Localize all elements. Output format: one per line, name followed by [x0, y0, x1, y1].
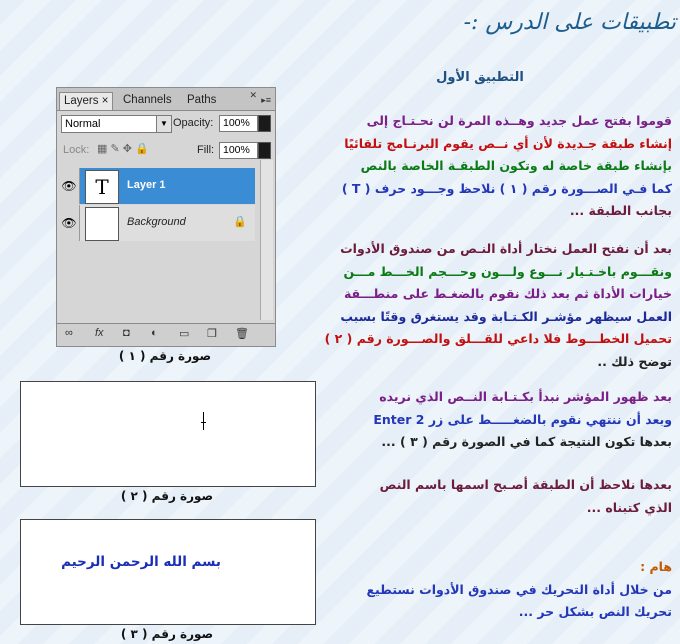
figure2-canvas	[20, 381, 316, 487]
paragraph-1	[292, 110, 672, 223]
text-line: العمل سيظهر مؤشـر الكـتـابة وقد يستغرق وقتًا بسبب	[340, 308, 672, 324]
figure3-text: بسم الله الرحمن الرحيم	[61, 554, 221, 570]
text-line: إنشاء طبقة جـديدة لأن أي نــص يقوم البرنـامج تلقائيًا	[344, 135, 672, 151]
background-thumbnail	[85, 207, 119, 241]
fill-input[interactable]: 100%	[219, 142, 258, 159]
tab-channels[interactable]: Channels	[123, 94, 172, 106]
text-line: بعدها نلاحظ أن الطبقة أصـبح اسمها باسم النص	[379, 477, 672, 492]
opacity-input[interactable]: 100%	[219, 115, 258, 132]
figure1-caption: صورة رقم ( ١ )	[118, 349, 212, 363]
text-line: بإنشاء طبقة خاصة له وتكون الطبقـة الخاصة بالنص	[360, 158, 672, 174]
lock-label: Lock:	[63, 144, 90, 156]
cursor-tick	[201, 422, 206, 423]
text-line: توضح ذلك ..	[597, 353, 672, 369]
paragraph-2	[292, 238, 672, 374]
text-line: بجانب الطبقة ...	[569, 203, 672, 219]
folder-icon[interactable]: ▭	[179, 328, 190, 340]
panel-menu-icon[interactable]: ▸≡	[261, 95, 271, 105]
fill-slider-button[interactable]	[258, 142, 271, 159]
text-line: تحريك النص بشكل حر ...	[518, 604, 672, 620]
fill-label: Fill:	[197, 144, 215, 156]
text-line: الذي كتبناه ...	[586, 499, 672, 515]
text-line: بعد ظهور المؤشر نبدأ بكـتـابة النــص الذي نريده	[379, 389, 672, 404]
text-layer-thumbnail	[85, 170, 119, 204]
text-line: كما فـي الصـــورة رقم ( ١ ) نلاحظ وجـــود حرف ( T )	[341, 180, 672, 196]
section-subtitle: التطبيق الأول	[436, 70, 524, 85]
opacity-slider-button[interactable]	[258, 115, 271, 132]
trash-icon[interactable]: 🗑	[235, 328, 249, 340]
paragraph-3	[330, 386, 672, 454]
text-line: خيارات الأداة ثم بعد ذلك نقوم بالضغـط على منطـــقة	[343, 286, 672, 302]
layers-panel	[56, 87, 276, 347]
page-title: تطبيقات على الدرس :-	[463, 10, 676, 35]
new-layer-icon[interactable]: ❐	[207, 328, 217, 340]
paragraph-4	[330, 474, 672, 519]
figure3-canvas	[20, 519, 316, 625]
layer-name: Background	[127, 216, 186, 228]
eye-icon[interactable]: 👁	[59, 205, 80, 241]
paragraph-5-important	[330, 556, 672, 624]
text-line: وبعد أن ننتهي نقوم بالضغـــــط على زر Enter 2	[373, 411, 672, 427]
panel-tabs	[57, 88, 275, 111]
tab-paths[interactable]: Paths	[187, 94, 217, 106]
figure2-caption: صورة رقم ( ٢ )	[120, 489, 214, 503]
text-t-icon: T	[95, 175, 109, 199]
panel-bottom-toolbar	[57, 323, 275, 346]
layer-row-layer1[interactable]	[59, 168, 255, 204]
layer-row-background[interactable]	[59, 205, 255, 241]
text-line: قوموا بفتح عمل جديد وهــذه المرة لن نحـتـاج إلى	[366, 113, 672, 128]
link-icon[interactable]: ∞	[65, 327, 73, 339]
layer-name: Layer 1	[127, 179, 166, 191]
lock-icon: 🔒	[233, 216, 247, 228]
figure3-caption: صورة رقم ( ٣ )	[120, 627, 214, 641]
lock-icons[interactable]: ▦ ✎ ✥ 🔒	[97, 143, 149, 155]
important-label: هام :	[640, 559, 672, 574]
text-line: بعد أن نفتح العمل نختار أداة النـص من صندوق الأدوات	[340, 241, 672, 256]
text-cursor	[203, 412, 204, 430]
fx-icon[interactable]: fx	[95, 327, 104, 339]
text-line: بعدها تكون النتيجة كما في الصورة رقم ( ٣ ) ...	[381, 434, 672, 450]
blend-mode-select[interactable]	[61, 115, 172, 133]
text-line: تحميل الخطـــوط فلا داعي للقـــلق والصـــورة رقم ( ٢ )	[324, 331, 672, 347]
mask-icon[interactable]: ◘	[123, 327, 130, 339]
text-line: ونقـــوم باخـتـيار نـــوع ولـــون وحـــجم الخـــط مـــن	[343, 263, 672, 279]
layers-scrollbar[interactable]	[260, 160, 273, 320]
chevron-down-icon[interactable]: ▼	[156, 116, 171, 132]
adjustment-icon[interactable]: ◐	[151, 327, 158, 339]
text-line: من خلال أداة التحريك في صندوق الأدوات نستطيع	[366, 581, 672, 597]
opacity-label: Opacity:	[173, 117, 214, 129]
blend-mode-value: Normal	[65, 118, 101, 130]
eye-icon[interactable]: 👁	[59, 168, 80, 204]
tab-layers[interactable]: Layers ×	[59, 92, 113, 110]
close-x-icon[interactable]: ✕	[249, 90, 257, 100]
